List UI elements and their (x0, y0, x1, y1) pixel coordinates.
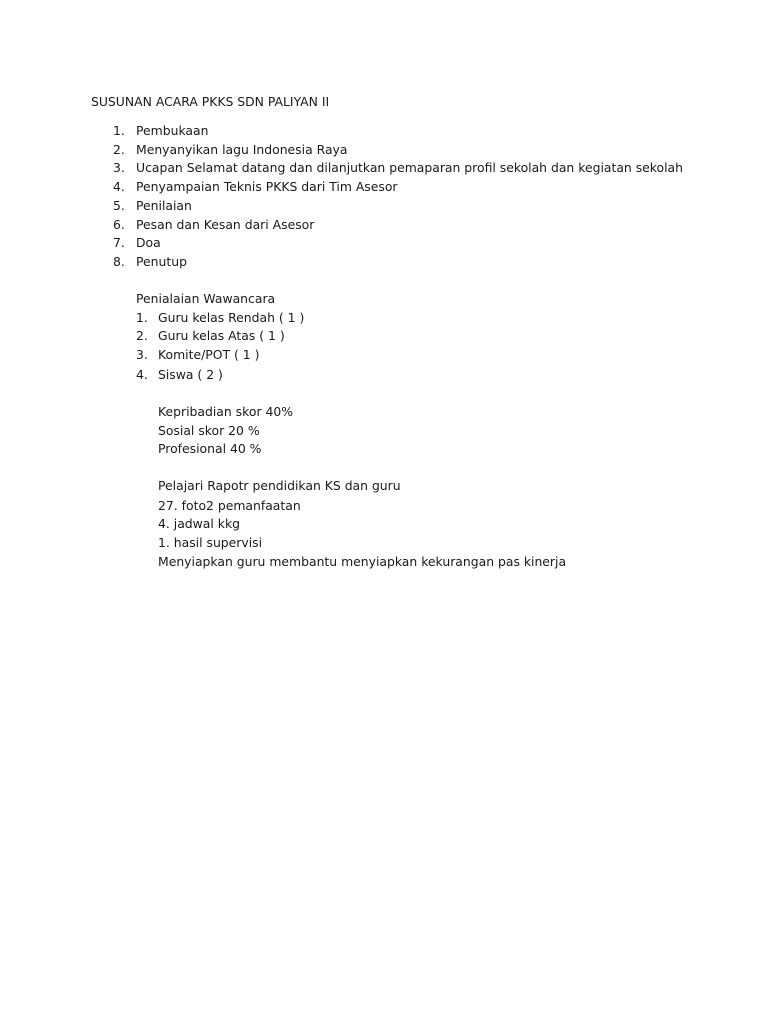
note-line: 1. hasil supervisi (158, 535, 263, 550)
interview-item-text: Guru kelas Rendah ( 1 ) (158, 310, 305, 325)
agenda-item-text: Pesan dan Kesan dari Asesor (136, 217, 315, 232)
note-line: 4. jadwal kkg (158, 516, 240, 531)
interview-item-text: Komite/POT ( 1 ) (158, 347, 260, 362)
interview-heading: Penialaian Wawancara (136, 291, 276, 306)
interview-item-number: 3. (136, 347, 148, 362)
agenda-item-number: 6. (113, 217, 125, 232)
interview-item-text: Siswa ( 2 ) (158, 367, 223, 382)
agenda-item-text: Penutup (136, 254, 187, 269)
note-line: 27. foto2 pemanfaatan (158, 498, 301, 513)
agenda-item-number: 3. (113, 160, 125, 175)
note-line: Menyiapkan guru membantu menyiapkan kekurangan pas kinerja (158, 554, 567, 569)
agenda-item-text: Penilaian (136, 198, 192, 213)
agenda-item-number: 8. (113, 254, 125, 269)
score-line: Sosial skor 20 % (158, 423, 260, 438)
agenda-item-number: 4. (113, 179, 125, 194)
agenda-item-number: 2. (113, 142, 125, 157)
agenda-item-text: Penyampaian Teknis PKKS dari Tim Asesor (136, 179, 398, 194)
interview-item-number: 2. (136, 328, 148, 343)
interview-item-text: Guru kelas Atas ( 1 ) (158, 328, 285, 343)
agenda-item-text: Ucapan Selamat datang dan dilanjutkan pemaparan profil sekolah dan kegiatan sekolah (136, 160, 684, 175)
agenda-item-number: 1. (113, 123, 125, 138)
agenda-item-number: 7. (113, 235, 125, 250)
interview-item-number: 4. (136, 367, 148, 382)
document-title: SUSUNAN ACARA PKKS SDN PALIYAN II (91, 94, 330, 109)
agenda-item-text: Doa (136, 235, 161, 250)
interview-item-number: 1. (136, 310, 148, 325)
score-line: Kepribadian skor 40% (158, 404, 294, 419)
agenda-item-number: 5. (113, 198, 125, 213)
score-line: Profesional 40 % (158, 441, 262, 456)
note-line: Pelajari Rapotr pendidikan KS dan guru (158, 478, 401, 493)
agenda-item-text: Menyanyikan lagu Indonesia Raya (136, 142, 348, 157)
agenda-item-text: Pembukaan (136, 123, 209, 138)
